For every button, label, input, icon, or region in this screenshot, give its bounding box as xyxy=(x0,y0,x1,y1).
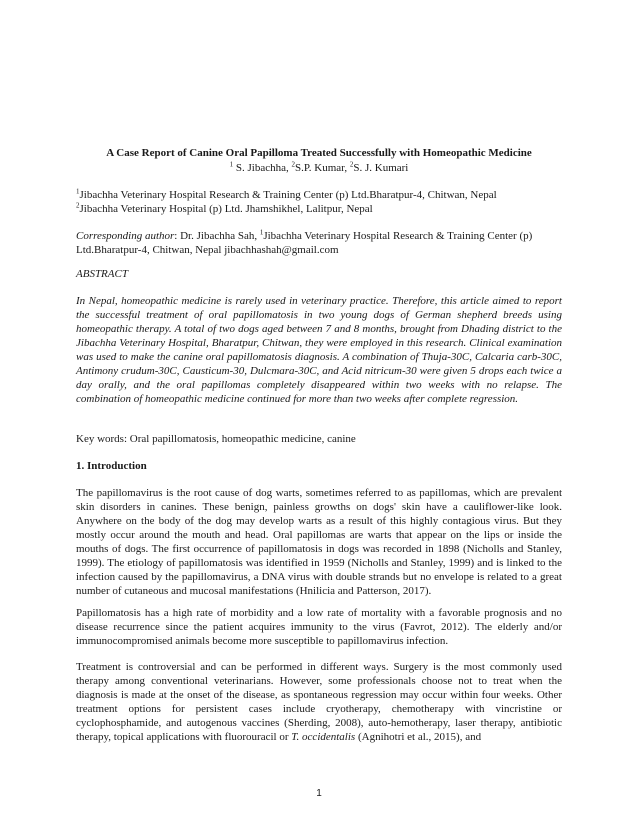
abstract-heading: ABSTRACT xyxy=(76,268,128,280)
abstract-text: In Nepal, homeopathic medicine is rarely used in veterinary practice. Therefore, this article aimed to report the successful treatment of oral papillomatosis in two young dogs of German shepherd breeds using homeopathic therapy. A total of two dogs aged between 7 and 8 months, brought from Dhading district to the Jibachha Veterinary Hospital, Bharatpur, Chitwan, they were employed in this research. Clinical examination was used to make the canine oral papillomatosis diagnosis. A combination of Thuja-30C, Calcaria carb-30C, Antimony crudum-30C, Causticum-30, Dulcmara-30C, and Acid nitricum-30 were given 5 drops each twice a day orally, and the oral papillomas completely disappeared within two weeks with no relapse. The combination of homeopathic medicine continued for more than two weeks after complete regression. xyxy=(76,295,562,405)
corresponding-name: Dr. Jibachha Sah, xyxy=(177,230,260,242)
corresponding-author xyxy=(76,229,562,257)
intro-paragraph-3-tail: (Agnihotri et al., 2015), and xyxy=(355,731,482,743)
corresponding-sup: 1 xyxy=(259,228,264,237)
author-sup: 1 xyxy=(229,160,234,169)
author-line xyxy=(76,161,562,175)
intro-paragraph-1: The papillomavirus is the root cause of dog warts, sometimes referred to as papillomas, which are prevalent skin disorders in canines. These benign, painless growths on dogs' skin have a cauliflower-like look. Anywhere on the body of the dog may develop warts as a result of this highly contagious virus. But they mostly occur around the mouth and head. Oral papillomas are warts that appear on the lips or inside the mouths of dogs. The first occurrence of papillomatosis in dogs was recorded in 1898 (Nicholls and Stanley, 1999). The etiology of papillomatosis was identified in 1959 (Nicholls and Stanley, 1999) and is linked to the infection caused by the papillomavirus, a DNA virus with double strands but no envelope is related to a great number of cutaneous and mucosal manifestations (Hnilicia and Patterson, 2017). xyxy=(76,487,562,597)
section-heading-introduction: 1. Introduction xyxy=(76,460,147,472)
affiliation-sup: 2 xyxy=(76,201,80,210)
author-sup: 2 xyxy=(291,160,295,169)
affiliation-line xyxy=(76,188,562,202)
affiliation-sup: 1 xyxy=(76,187,80,196)
affiliation-text: Jibachha Veterinary Hospital Research & Training Center (p) Ltd.Bharatpur-4, Chitwan, Nepal xyxy=(79,189,497,201)
intro-paragraph-2: Papillomatosis has a high rate of morbidity and a low rate of mortality with a favorable prognosis and no disease recurrence since the patient acquires immunity to the virus (Favrot, 2012). The elderly and/or immunocompromised animals become more susceptible to papillomavirus infection. xyxy=(76,607,562,647)
affiliation-text: Jibachha Veterinary Hospital (p) Ltd. Jhamshikhel, Lalitpur, Nepal xyxy=(79,203,373,215)
author-sup: 2 xyxy=(349,160,354,169)
affiliation-line xyxy=(76,202,562,216)
species-name: T. occidentalis xyxy=(291,731,356,743)
page-number: 1 xyxy=(316,788,322,799)
author-name: S. Jibachha, xyxy=(235,162,289,174)
intro-paragraph-3 xyxy=(76,660,562,744)
paper-title: A Case Report of Canine Oral Papilloma Treated Successfully with Homeopathic Medicine xyxy=(106,147,532,159)
corresponding-colon: : xyxy=(174,230,178,242)
affiliations xyxy=(76,188,562,216)
keywords: Key words: Oral papillomatosis, homeopathic medicine, canine xyxy=(76,433,356,445)
corresponding-address: Jibachha Veterinary Hospital Research & Training Center (p) Ltd.Bharatpur-4, Chitwan, Nepal jibachhashah@gmail.com xyxy=(76,230,533,256)
author-name: S. J. Kumari xyxy=(353,162,409,174)
intro-paragraph-3-text: Treatment is controversial and can be performed in different ways. Surgery is the most commonly used therapy among conventional veterinarians. However, some professionals choose not to treat when the diagnosis is made at the onset of the disease, as spontaneous regression may occur within four weeks. Other treatment options for persistent cases include cryotherapy, chemotherapy with vincristine or cyclophosphamide, and autogenous vaccines (Sherding, 2008), auto-hemotherapy, laser therapy, antibiotic therapy, topical applications with fluorouracil or xyxy=(76,661,562,743)
author-name: S.P. Kumar, xyxy=(294,162,348,174)
corresponding-label: Corresponding author xyxy=(76,230,175,242)
